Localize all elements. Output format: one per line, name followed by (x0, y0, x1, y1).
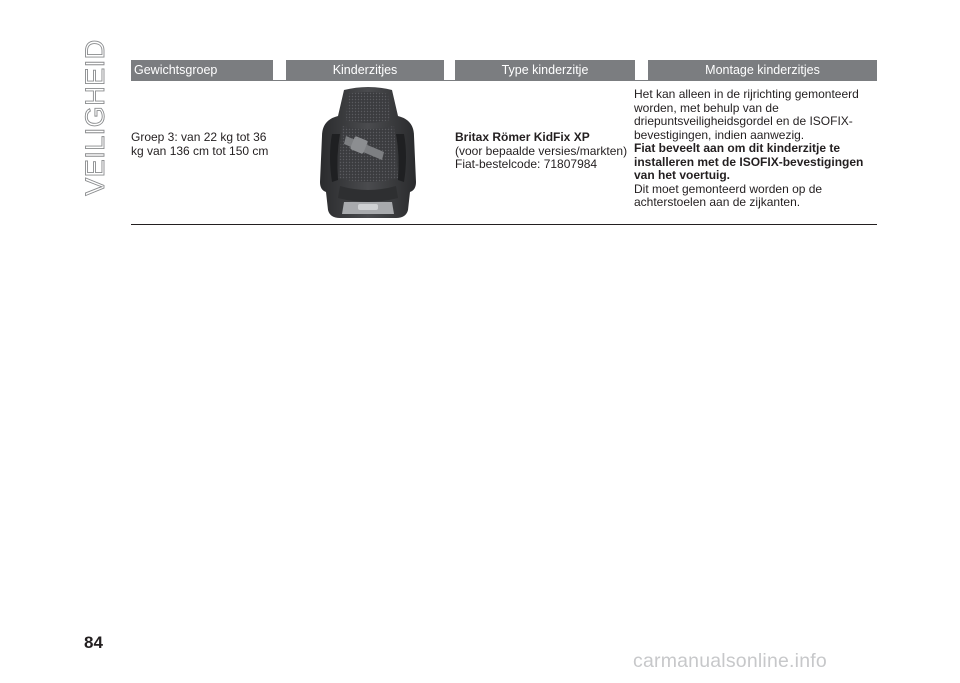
child-seat-image (318, 86, 418, 222)
seat-order-code: Fiat-bestelcode: 71807984 (455, 157, 598, 171)
mounting-intro: Het kan alleen in de rijrichting gemonteerd worden, met behulp van de driepuntsveiligheidsgordel en de ISOFIX-bevestigingen, indien aanwezig. (634, 87, 859, 142)
page-number: 84 (84, 633, 103, 652)
cell-weight-group: Groep 3: van 22 kg tot 36 kg van 136 cm tot 150 cm (131, 130, 269, 158)
table-bottom-rule (131, 224, 877, 225)
header-seat-type: Type kinderzitje (455, 60, 635, 80)
mounting-note: Dit moet gemonteerd worden op de achterstoelen aan de zijkanten. (634, 181, 823, 209)
watermark: carmanualsonline.info (633, 650, 827, 672)
header-seat-mounting: Montage kinderzitjes (648, 60, 877, 80)
section-title-text: VEILIGHEID (79, 38, 110, 196)
header-weight-group: Gewichtsgroep (131, 60, 273, 80)
seat-versions-note: (voor bepaalde versies/markten) (455, 143, 628, 158)
section-title (79, 38, 110, 196)
cell-mounting (634, 88, 877, 210)
header-child-seats: Kinderzitjes (286, 60, 444, 80)
seat-model-name: Britax Römer KidFix XP (455, 130, 590, 144)
header-rule (131, 80, 877, 81)
mounting-warning: Fiat beveelt aan om dit kinderzitje te installeren met de ISOFIX-bevestigingen van het voertuig. (634, 141, 864, 182)
cell-seat-type (455, 131, 635, 172)
